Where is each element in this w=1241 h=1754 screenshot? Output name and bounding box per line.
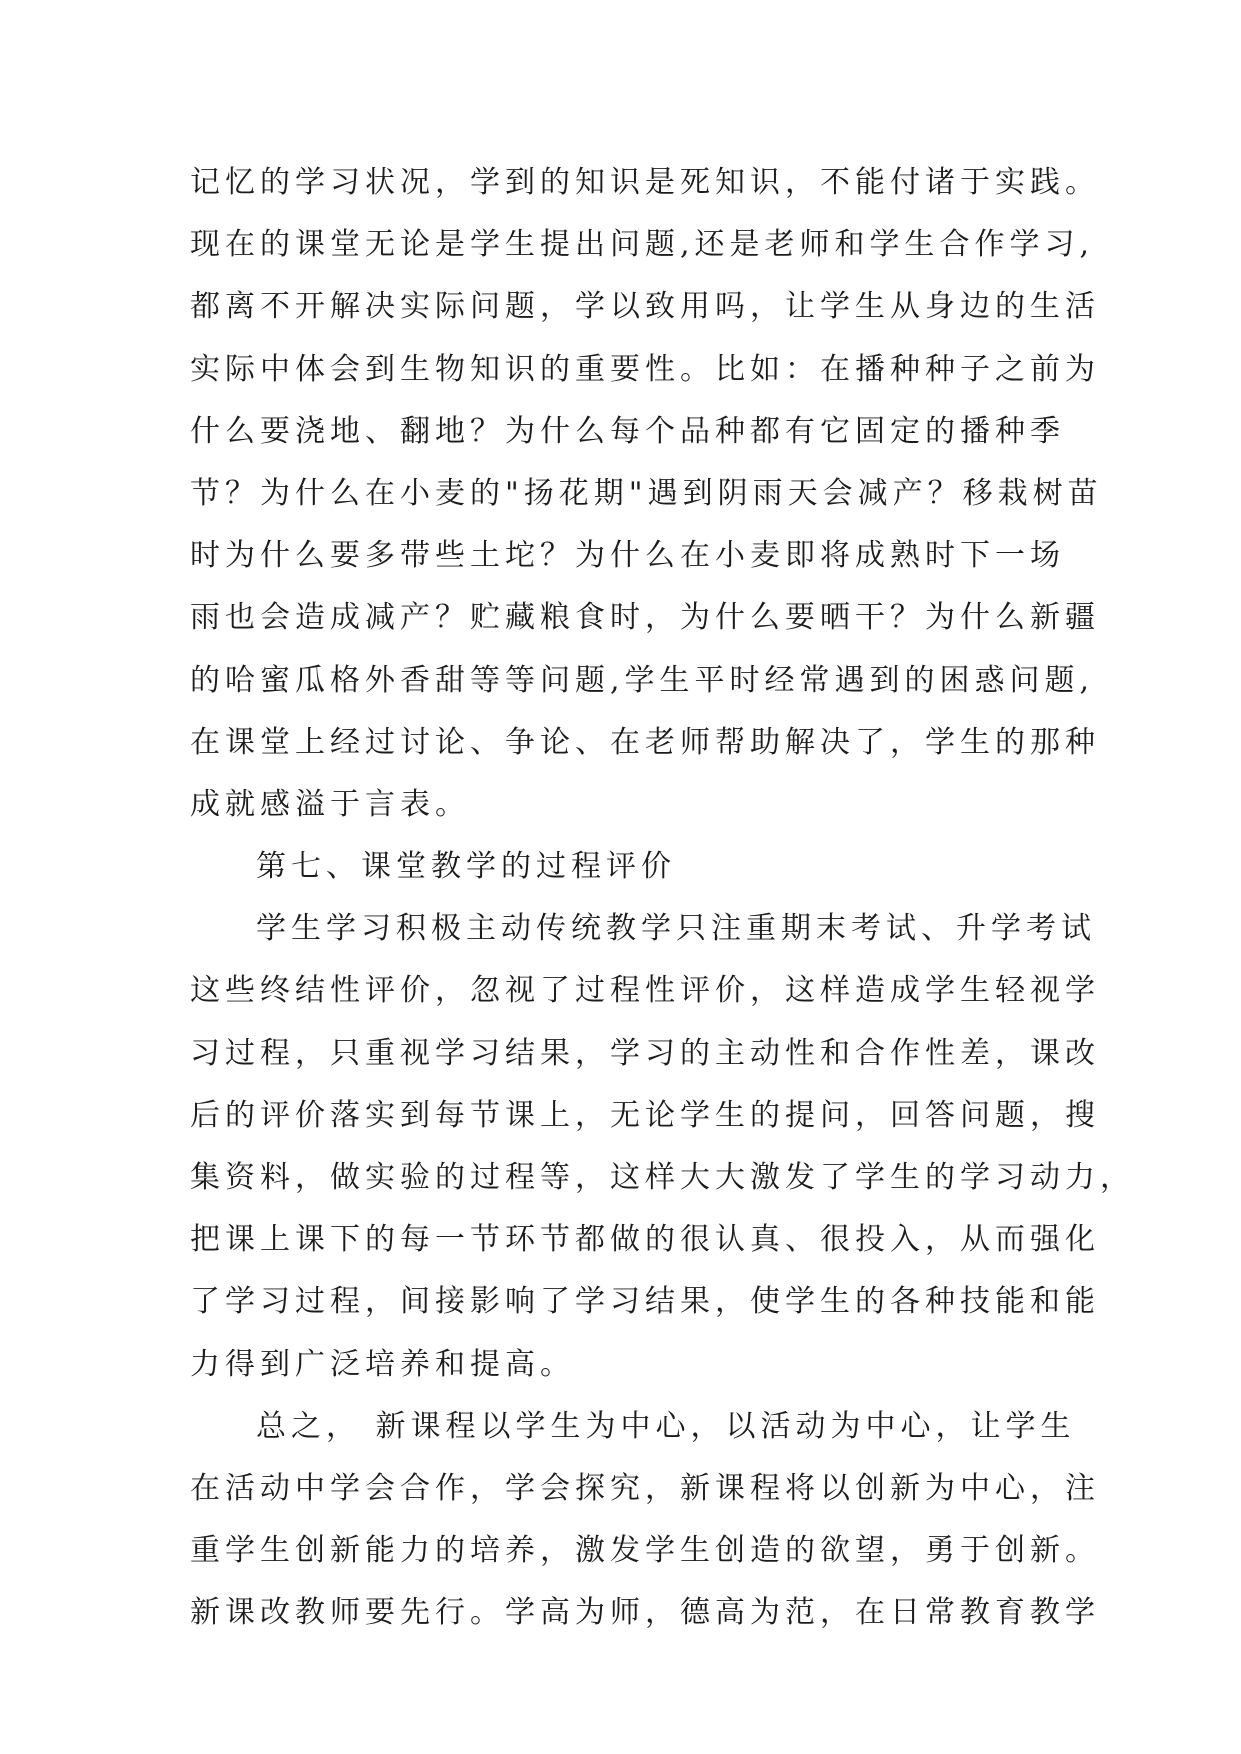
text-line: 在活动中学会合作，学会探究，新课程将以创新为中心，注	[190, 1470, 1100, 1506]
text-line: 时为什么要多带些土坨？为什么在小麦即将成熟时下一场	[190, 538, 1065, 574]
text-line: 在课堂上经过讨论、争论、在老师帮助解决了，学生的那种	[190, 724, 1100, 760]
body-text	[190, 152, 1135, 1645]
text-line: 集资料，做实验的过程等，这样大大激发了学生的学习动力，	[190, 1160, 1135, 1195]
paragraph-first-line: 总之， 新课程以学生为中心，以活动为中心，让学生	[256, 1408, 1076, 1444]
text-line: 实际中体会到生物知识的重要性。比如：在播种种子之前为	[190, 351, 1100, 387]
paragraph-first-line: 学生学习积极主动传统教学只注重期末考试、升学考试	[256, 911, 1096, 947]
text-line: 记忆的学习状况，学到的知识是死知识，不能付诸于实践。	[190, 165, 1100, 200]
text-line: 把课上课下的每一节环节都做的很认真、很投入，从而强化	[190, 1222, 1100, 1258]
paragraph-first-line: 第七、课堂教学的过程评价	[256, 849, 676, 885]
text-line: 雨也会造成减产？贮藏粮食时，为什么要晒干？为什么新疆	[190, 600, 1100, 636]
text-line: 现在的课堂无论是学生提出问题,还是老师和学生合作学习,	[190, 227, 1095, 263]
text-line: 节？为什么在小麦的"扬花期"遇到阴雨天会减产？移栽树苗	[190, 475, 1103, 511]
text-line: 什么要浇地、翻地？为什么每个品种都有它固定的播种季	[190, 413, 1065, 449]
text-line: 成就感溢于言表。	[190, 786, 470, 822]
text-line: 后的评价落实到每节课上，无论学生的提问，回答问题，搜	[190, 1097, 1100, 1133]
text-line: 都离不开解决实际问题，学以致用吗，让学生从身边的生活	[190, 289, 1100, 325]
text-line: 的哈蜜瓜格外香甜等等问题,学生平时经常遇到的困惑问题,	[190, 662, 1095, 698]
text-line: 这些终结性评价，忽视了过程性评价，这样造成学生轻视学	[190, 973, 1100, 1009]
text-line: 新课改教师要先行。学高为师，德高为范，在日常教育教学	[190, 1595, 1100, 1631]
text-line: 力得到广泛培养和提高。	[190, 1346, 575, 1382]
text-line: 了学习过程，间接影响了学习结果，使学生的各种技能和能	[190, 1284, 1100, 1320]
text-line: 习过程，只重视学习结果，学习的主动性和合作性差，课改	[190, 1035, 1100, 1071]
text-line: 重学生创新能力的培养，激发学生创造的欲望，勇于创新。	[190, 1533, 1100, 1569]
